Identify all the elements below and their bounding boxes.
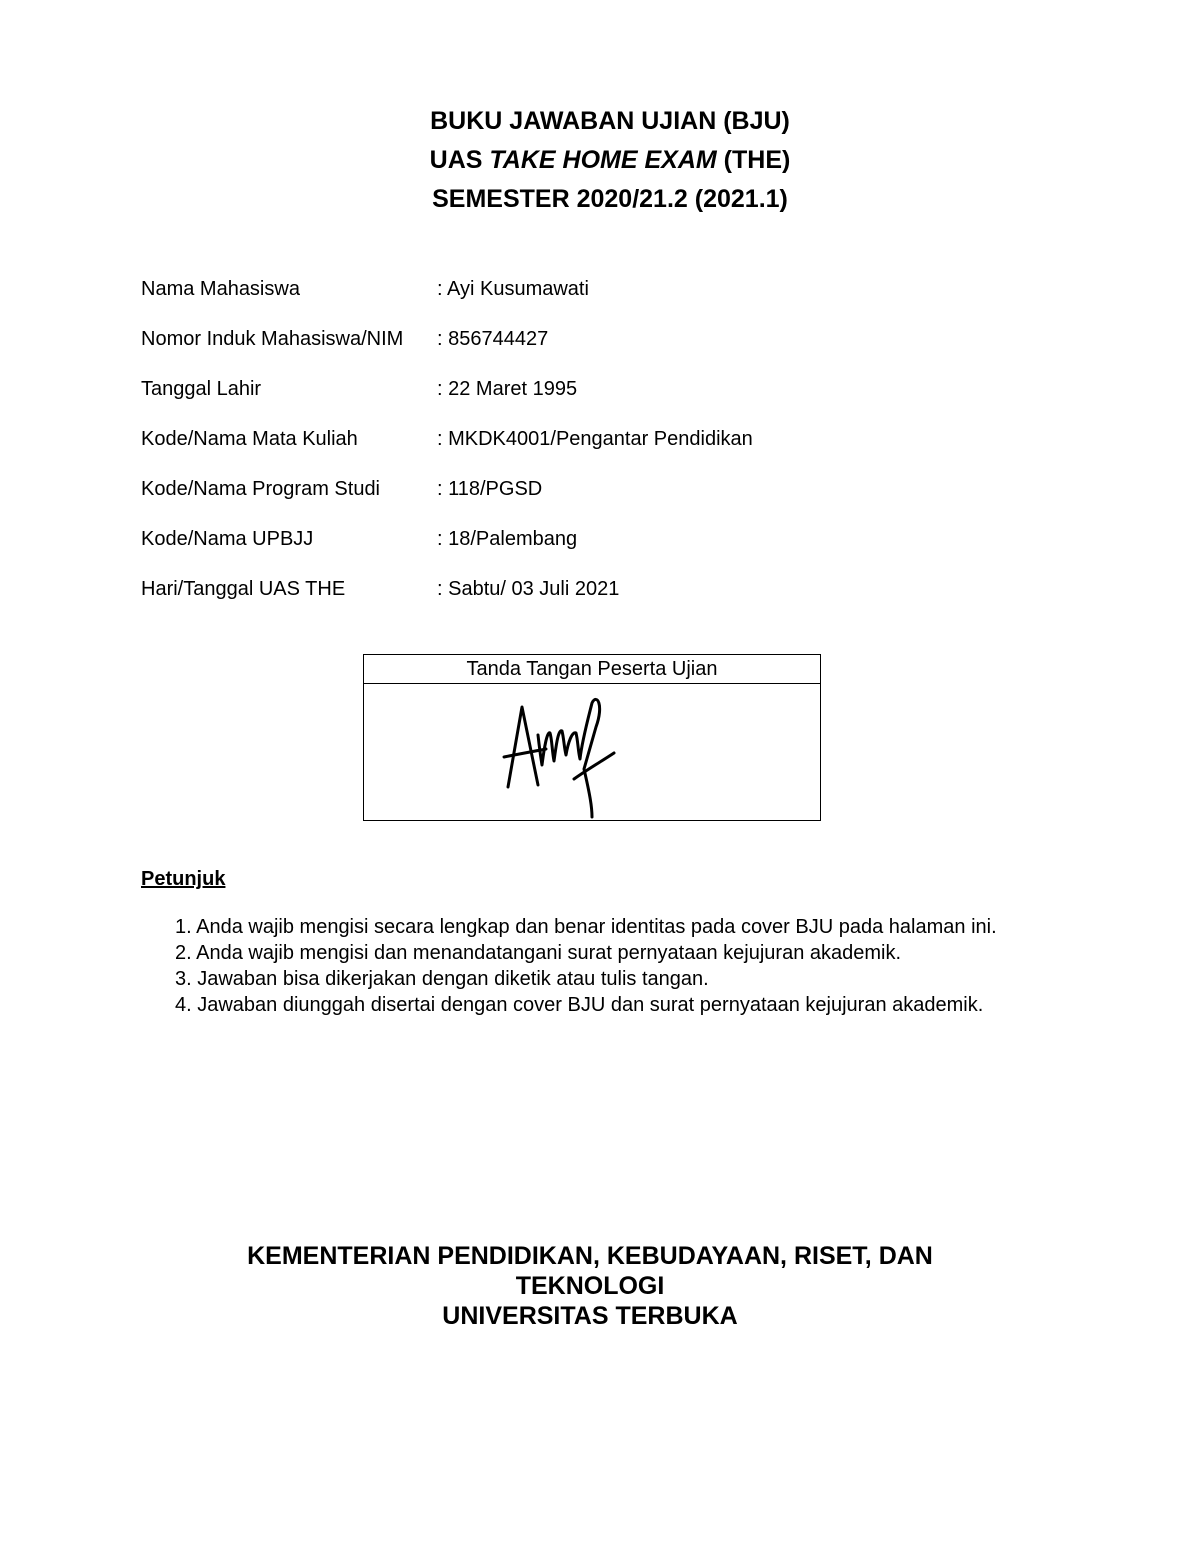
header-exam-type: UAS TAKE HOME EXAM (THE) — [429, 146, 791, 174]
info-value: : 856744427 — [437, 328, 549, 350]
instruction-item: 1. Anda wajib mengisi secara lengkap dan benar identitas pada cover BJU pada halaman ini. — [175, 916, 997, 938]
info-value: : Sabtu/ 03 Juli 2021 — [437, 578, 620, 600]
instructions-list — [175, 914, 997, 1018]
handwritten-signature — [494, 695, 624, 820]
signature-box — [363, 654, 821, 821]
instruction-item: 4. Jawaban diunggah disertai dengan cover BJU dan surat pernyataan kejujuran akademik. — [175, 994, 984, 1016]
header-exam-type-italic: TAKE HOME EXAM — [489, 146, 717, 174]
info-value: : 18/Palembang — [437, 528, 578, 550]
info-label: Kode/Nama Mata Kuliah — [141, 428, 358, 450]
instructions-title: Petunjuk — [141, 868, 226, 890]
ministry-name: KEMENTERIAN PENDIDIKAN, KEBUDAYAAN, RISET, DAN — [247, 1242, 933, 1270]
info-label: Hari/Tanggal UAS THE — [141, 578, 346, 600]
instruction-item: 2. Anda wajib mengisi dan menandatangani surat pernyataan kejujuran akademik. — [175, 942, 902, 964]
document-header — [0, 102, 1200, 219]
info-label: Nomor Induk Mahasiswa/NIM — [141, 328, 404, 350]
info-label: Kode/Nama UPBJJ — [141, 528, 314, 550]
institution-footer — [0, 1241, 1180, 1331]
info-label: Kode/Nama Program Studi — [141, 478, 381, 500]
header-semester: SEMESTER 2020/21.2 (2021.1) — [432, 185, 788, 213]
signature-heading: Tanda Tangan Peserta Ujian — [364, 655, 820, 684]
instruction-item: 3. Jawaban bisa dikerjakan dengan diketik atau tulis tangan. — [175, 968, 709, 990]
info-label: Nama Mahasiswa — [141, 278, 300, 300]
info-value: : MKDK4001/Pengantar Pendidikan — [437, 428, 753, 450]
info-value: : 118/PGSD — [437, 478, 543, 500]
ministry-name-continued: TEKNOLOGI — [515, 1272, 665, 1300]
info-value: : Ayi Kusumawati — [437, 278, 589, 300]
info-label: Tanggal Lahir — [141, 378, 262, 400]
header-title: BUKU JAWABAN UJIAN (BJU) — [430, 107, 790, 135]
info-value: : 22 Maret 1995 — [437, 378, 578, 400]
university-name: UNIVERSITAS TERBUKA — [442, 1302, 738, 1330]
